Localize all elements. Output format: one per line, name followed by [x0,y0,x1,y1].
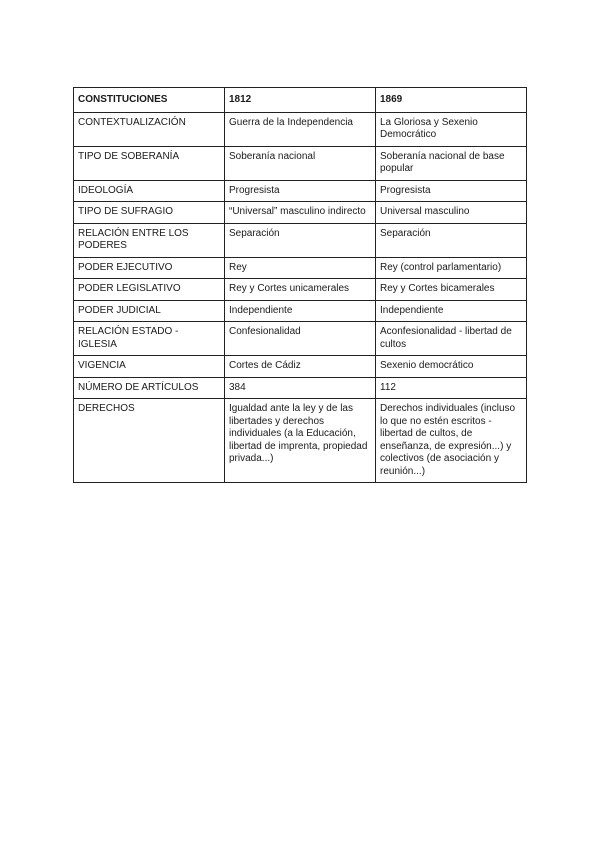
cell-1812: 384 [225,377,376,399]
table-row [74,399,527,483]
header-cell-1869: 1869 [376,88,527,113]
row-label: PODER EJECUTIVO [74,257,225,279]
cell-1812: Cortes de Cádiz [225,356,376,378]
cell-1812: Progresista [225,180,376,202]
table-row [74,180,527,202]
cell-1869: Independiente [376,300,527,322]
cell-1812: Independiente [225,300,376,322]
table-row [74,146,527,180]
row-label: TIPO DE SUFRAGIO [74,202,225,224]
row-label: RELACIÓN ESTADO - IGLESIA [74,322,225,356]
cell-1869: Soberanía nacional de base popular [376,146,527,180]
cell-1869: Sexenio democrático [376,356,527,378]
cell-1812: “Universal” masculino indirecto [225,202,376,224]
cell-1812: Igualdad ante la ley y de las libertades y derechos individuales (a la Educación, libertad de imprenta, propiedad privada...) [225,399,376,483]
table-row [74,377,527,399]
table-row [74,223,527,257]
cell-1869: Derechos individuales (incluso lo que no estén escritos - libertad de cultos, de enseñanza, de expresión...) y colectivos (de asociación y reunión...) [376,399,527,483]
table-row [74,300,527,322]
table-row [74,356,527,378]
cell-1812: Rey [225,257,376,279]
header-cell-1812: 1812 [225,88,376,113]
cell-1812: Soberanía nacional [225,146,376,180]
row-label: PODER LEGISLATIVO [74,279,225,301]
cell-1869: Rey (control parlamentario) [376,257,527,279]
cell-1869: Progresista [376,180,527,202]
cell-1812: Rey y Cortes unicamerales [225,279,376,301]
table-row [74,257,527,279]
cell-1869: Separación [376,223,527,257]
row-label: RELACIÓN ENTRE LOS PODERES [74,223,225,257]
table-row [74,322,527,356]
cell-1812: Confesionalidad [225,322,376,356]
table-row [74,112,527,146]
row-label: VIGENCIA [74,356,225,378]
header-cell-constituciones: CONSTITUCIONES [74,88,225,113]
table-header-row [74,88,527,113]
constitutions-comparison-table [73,87,527,483]
row-label: PODER JUDICIAL [74,300,225,322]
row-label: NÚMERO DE ARTÍCULOS [74,377,225,399]
row-label: IDEOLOGÍA [74,180,225,202]
row-label: CONTEXTUALIZACIÓN [74,112,225,146]
cell-1812: Guerra de la Independencia [225,112,376,146]
cell-1869: Rey y Cortes bicamerales [376,279,527,301]
row-label: DERECHOS [74,399,225,483]
table-row [74,279,527,301]
cell-1869: Universal masculino [376,202,527,224]
cell-1812: Separación [225,223,376,257]
row-label: TIPO DE SOBERANÍA [74,146,225,180]
table-row [74,202,527,224]
cell-1869: 112 [376,377,527,399]
cell-1869: La Gloriosa y Sexenio Democrático [376,112,527,146]
cell-1869: Aconfesionalidad - libertad de cultos [376,322,527,356]
